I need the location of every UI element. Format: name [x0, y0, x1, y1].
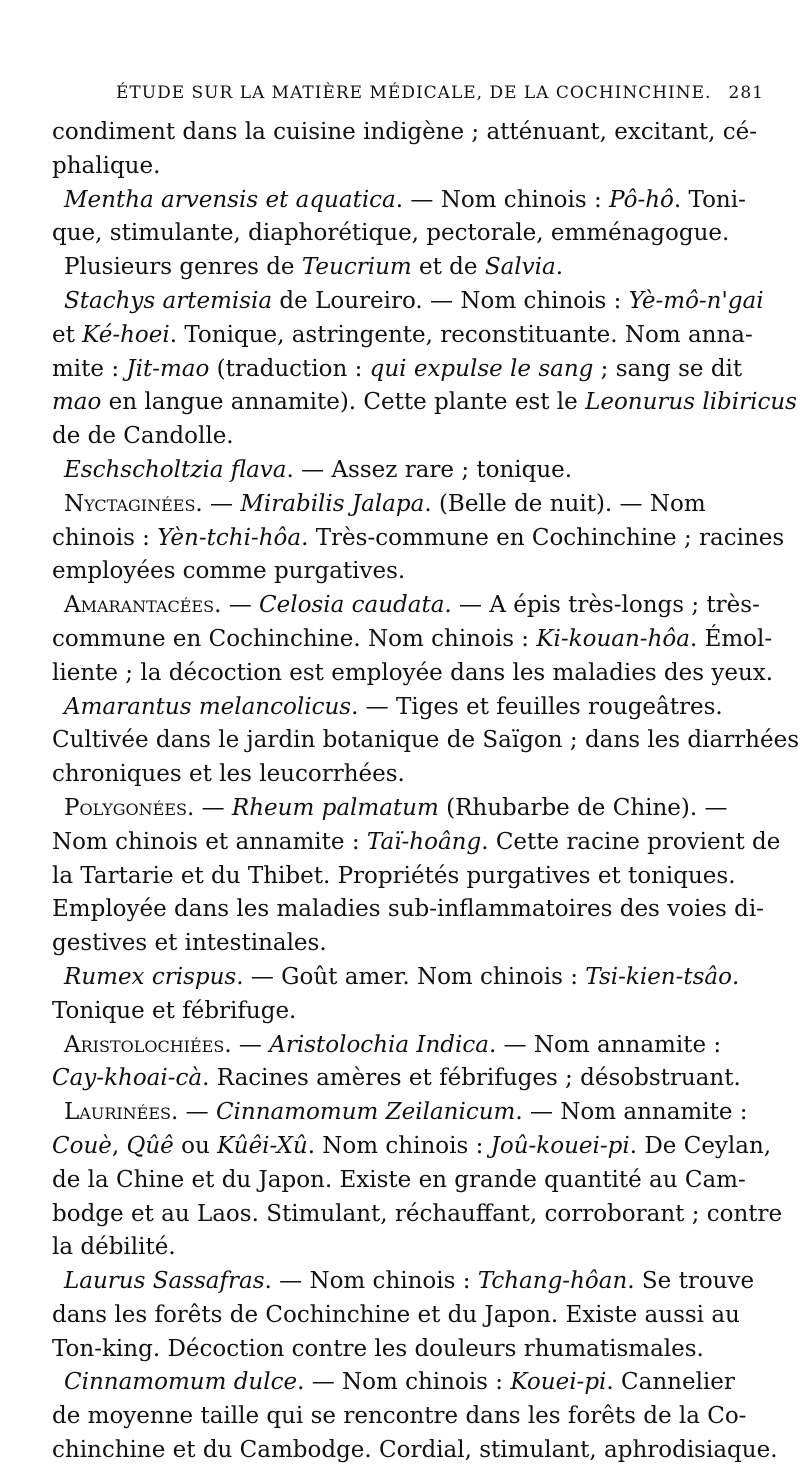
text-line: Nyctaginées. — Mirabilis Jalapa. (Belle de nuit). — Nom: [64, 490, 706, 517]
text-line: Laurus Sassafras. — Nom chinois : Tchang-hôan. Se trouve: [64, 1268, 755, 1295]
text-line: bodge et au Laos. Stimulant, réchauffant, corroborant ; contre: [52, 1200, 783, 1227]
text-line: mao en langue annamite). Cette plante est le Leonurus libiricus: [52, 389, 797, 416]
text-line: Polygonées. — Rheum palmatum (Rhubarbe de Chine). —: [64, 794, 728, 821]
text-line: Plusieurs genres de Teucrium et de Salvia.: [64, 254, 564, 281]
text-line: Cultivée dans le jardin botanique de Saïgon ; dans les diarrhées: [52, 727, 800, 754]
page-number: 281: [728, 83, 764, 103]
text-line: Eschscholtzia flava. — Assez rare ; tonique.: [64, 456, 573, 483]
text-line: Amarantacées. — Celosia caudata. — A épis très-longs ; très-: [64, 592, 760, 619]
text-line: Cinnamomum dulce. — Nom chinois : Kouei-pi. Cannelier: [64, 1369, 735, 1396]
text-line: Mentha arvensis et aquatica. — Nom chinois : Pô-hô. Toni-: [64, 186, 746, 213]
text-line: condiment dans la cuisine indigène ; atténuant, excitant, cé-: [52, 119, 758, 145]
text-line: de la Chine et du Japon. Existe en grande quantité au Cam-: [52, 1166, 746, 1193]
text-line: commune en Cochinchine. Nom chinois : Ki-kouan-hôa. Émol-: [52, 625, 773, 652]
text-line: employées comme purgatives.: [52, 558, 406, 585]
text-line: de de Candolle.: [52, 423, 234, 450]
text-line: Tonique et fébrifuge.: [52, 997, 297, 1024]
text-line: Aristolochiées. — Aristolochia Indica. — Nom annamite :: [64, 1031, 722, 1058]
text-line: la débilité.: [52, 1234, 176, 1261]
running-title: ÉTUDE SUR LA MATIÈRE MÉDICALE, DE LA COCHINCHINE.: [116, 83, 712, 103]
text-line: liente ; la décoction est employée dans les maladies des yeux.: [52, 659, 774, 686]
text-line: chinois : Yèn-tchi-hôa. Très-commune en Cochinchine ; racines: [52, 524, 785, 551]
text-line: Ton-king. Décoction contre les douleurs rhumatismales.: [52, 1335, 704, 1362]
text-line: que, stimulante, diaphorétique, pectorale, emménagogue.: [52, 220, 730, 247]
text-line: la Tartarie et du Thibet. Propriétés purgatives et toniques.: [52, 862, 736, 889]
text-line: mite : Jit-mao (traduction : qui expulse le sang ; sang se dit: [52, 355, 743, 382]
text-line: Employée dans les maladies sub-inflammatoires des voies di-: [52, 896, 764, 923]
text-line: Couè, Qûê ou Kûêi-Xû. Nom chinois : Joû-kouei-pi. De Ceylan,: [52, 1132, 772, 1159]
text-line: Nom chinois et annamite : Taï-hoâng. Cette racine provient de: [52, 828, 781, 855]
text-line: et Ké-hoei. Tonique, astringente, reconstituante. Nom anna-: [52, 321, 753, 348]
text-line: phalique.: [52, 152, 161, 179]
text-line: gestives et intestinales.: [52, 930, 327, 957]
body-text: [52, 116, 800, 1468]
text-line: dans les forêts de Cochinchine et du Japon. Existe aussi au: [52, 1301, 740, 1328]
text-line: Stachys artemisia de Loureiro. — Nom chinois : Yè-mô-n'gai: [64, 287, 764, 314]
text-line: Rumex crispus. — Goût amer. Nom chinois : Tsi-kien-tsâo.: [64, 963, 740, 990]
running-header: [116, 83, 764, 103]
text-line: Amarantus melancolicus. — Tiges et feuilles rougeâtres.: [64, 693, 723, 720]
text-line: chroniques et les leucorrhées.: [52, 761, 405, 788]
text-line: Laurinées. — Cinnamomum Zeilanicum. — Nom annamite :: [64, 1099, 748, 1126]
text-line: Cay-khoai-cà. Racines amères et fébrifuges ; désobstruant.: [52, 1065, 741, 1092]
text-line: de moyenne taille qui se rencontre dans les forêts de la Co-: [52, 1403, 747, 1430]
text-line: chinchine et du Cambodge. Cordial, stimulant, aphrodisiaque.: [52, 1437, 778, 1464]
